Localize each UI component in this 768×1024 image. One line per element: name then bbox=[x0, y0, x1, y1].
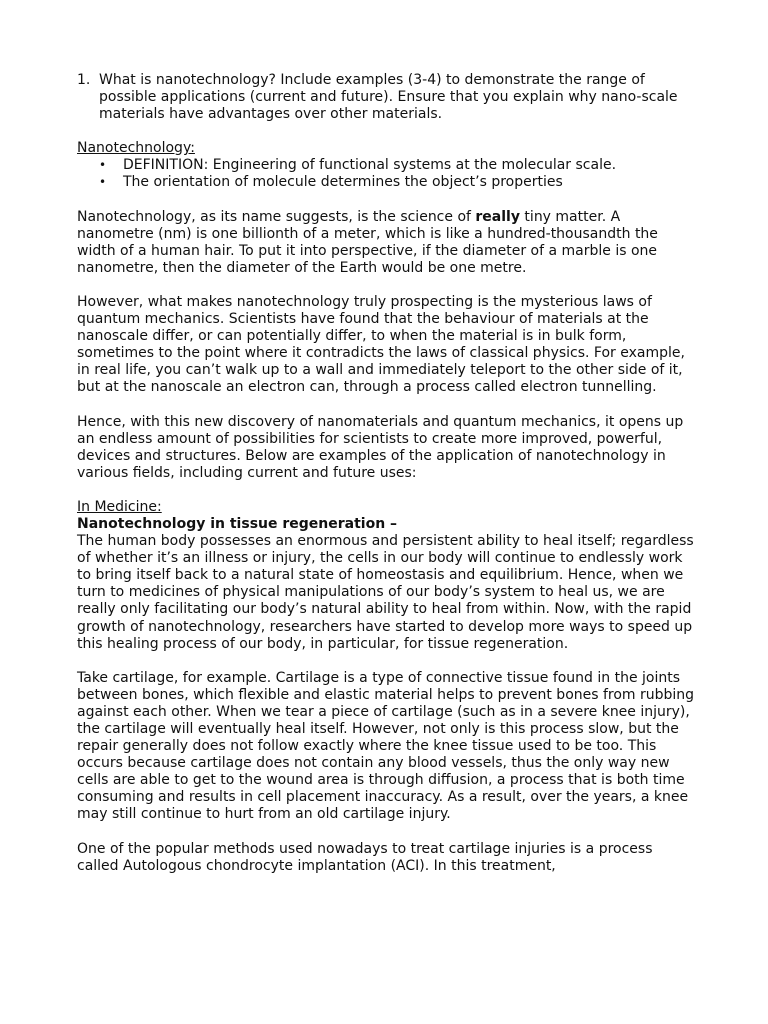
bullet-text: DEFINITION: Engineering of functional systems at the molecular scale. bbox=[123, 157, 617, 174]
question-number: 1. bbox=[77, 72, 91, 88]
list-item bbox=[99, 157, 697, 174]
paragraph-quantum: However, what makes nanotechnology truly prospecting is the mysterious laws of quantum mechanics. Scientists have found that the behaviour of materials at the nanoscale differ, or can potentially differ, to when the material is in bulk form, sometimes to the point where it contradicts the laws of classical physics. For example, in real life, you can’t walk up to a wall and immediately teleport to the other side of it, but at the nanoscale an electron can, through a process called electron tunnelling. bbox=[77, 293, 685, 396]
emphasis-really: really bbox=[475, 208, 520, 225]
paragraph-healing: The human body possesses an enormous and persistent ability to heal itself; regardless of whether it’s an illness or injury, the cells in our body will continue to endlessly work to bring itself back to a natural state of homeostasis and equilibrium. Hence, when we turn to medicines of physical manipulations of our body’s system to heal us, we are really only facilitating our body’s natural ability to heal from within. Now, with the rapid growth of nanotechnology, researchers have started to develop more ways to speed up this healing process of our body, in particular, for tissue regeneration. bbox=[77, 533, 694, 652]
document-page bbox=[77, 72, 697, 875]
paragraph-applications: Hence, with this new discovery of nanomaterials and quantum mechanics, it opens up an endless amount of possibilities for scientists to create more improved, powerful, devices and structures. Below are examples of the application of nanotechnology in various fields, including current and future uses: bbox=[77, 413, 684, 481]
bullet-icon: • bbox=[99, 175, 107, 190]
question-text: What is nanotechnology? Include examples (3-4) to demonstrate the range of possible applications (current and future). Ensure that you explain why nano-scale materials have advantages over other materials. bbox=[99, 72, 678, 123]
question-item bbox=[77, 72, 697, 123]
tissue-regeneration-subheading: Nanotechnology in tissue regeneration – bbox=[77, 515, 398, 532]
paragraph-intro-end: tiny matter. A nanometre (nm) is one billionth of a meter, which is like a hundred-thousandth the width of a human hair. To put it into perspective, if the diameter of a marble is one nanometre, then the diameter of the Earth would be one metre. bbox=[77, 208, 658, 276]
nanotechnology-heading: Nanotechnology: bbox=[77, 140, 195, 157]
paragraph-aci: One of the popular methods used nowadays to treat cartilage injuries is a process called Autologous chondrocyte implantation (ACI). In this treatment, bbox=[77, 840, 653, 874]
bullet-icon: • bbox=[99, 158, 107, 173]
definition-list bbox=[77, 157, 697, 191]
paragraph-cartilage: Take cartilage, for example. Cartilage is a type of connective tissue found in the joints between bones, which flexible and elastic material helps to prevent bones from rubbing against each other. When we tear a piece of cartilage (such as in a severe knee injury), the cartilage will eventually heal itself. However, not only is this process slow, but the repair generally does not follow exactly where the knee tissue used to be too. This occurs because cartilage does not contain any blood vessels, thus the only way new cells are able to get to the wound area is through diffusion, a process that is both time consuming and results in cell placement inaccuracy. As a result, over the years, a knee may still continue to hurt from an old cartilage injury. bbox=[77, 669, 695, 823]
paragraph-intro-start: Nanotechnology, as its name suggests, is the science of bbox=[77, 208, 476, 225]
bullet-text: The orientation of molecule determines the object’s properties bbox=[123, 174, 563, 191]
list-item bbox=[99, 174, 697, 191]
medicine-heading: In Medicine: bbox=[77, 498, 162, 515]
paragraph-intro bbox=[77, 209, 697, 277]
